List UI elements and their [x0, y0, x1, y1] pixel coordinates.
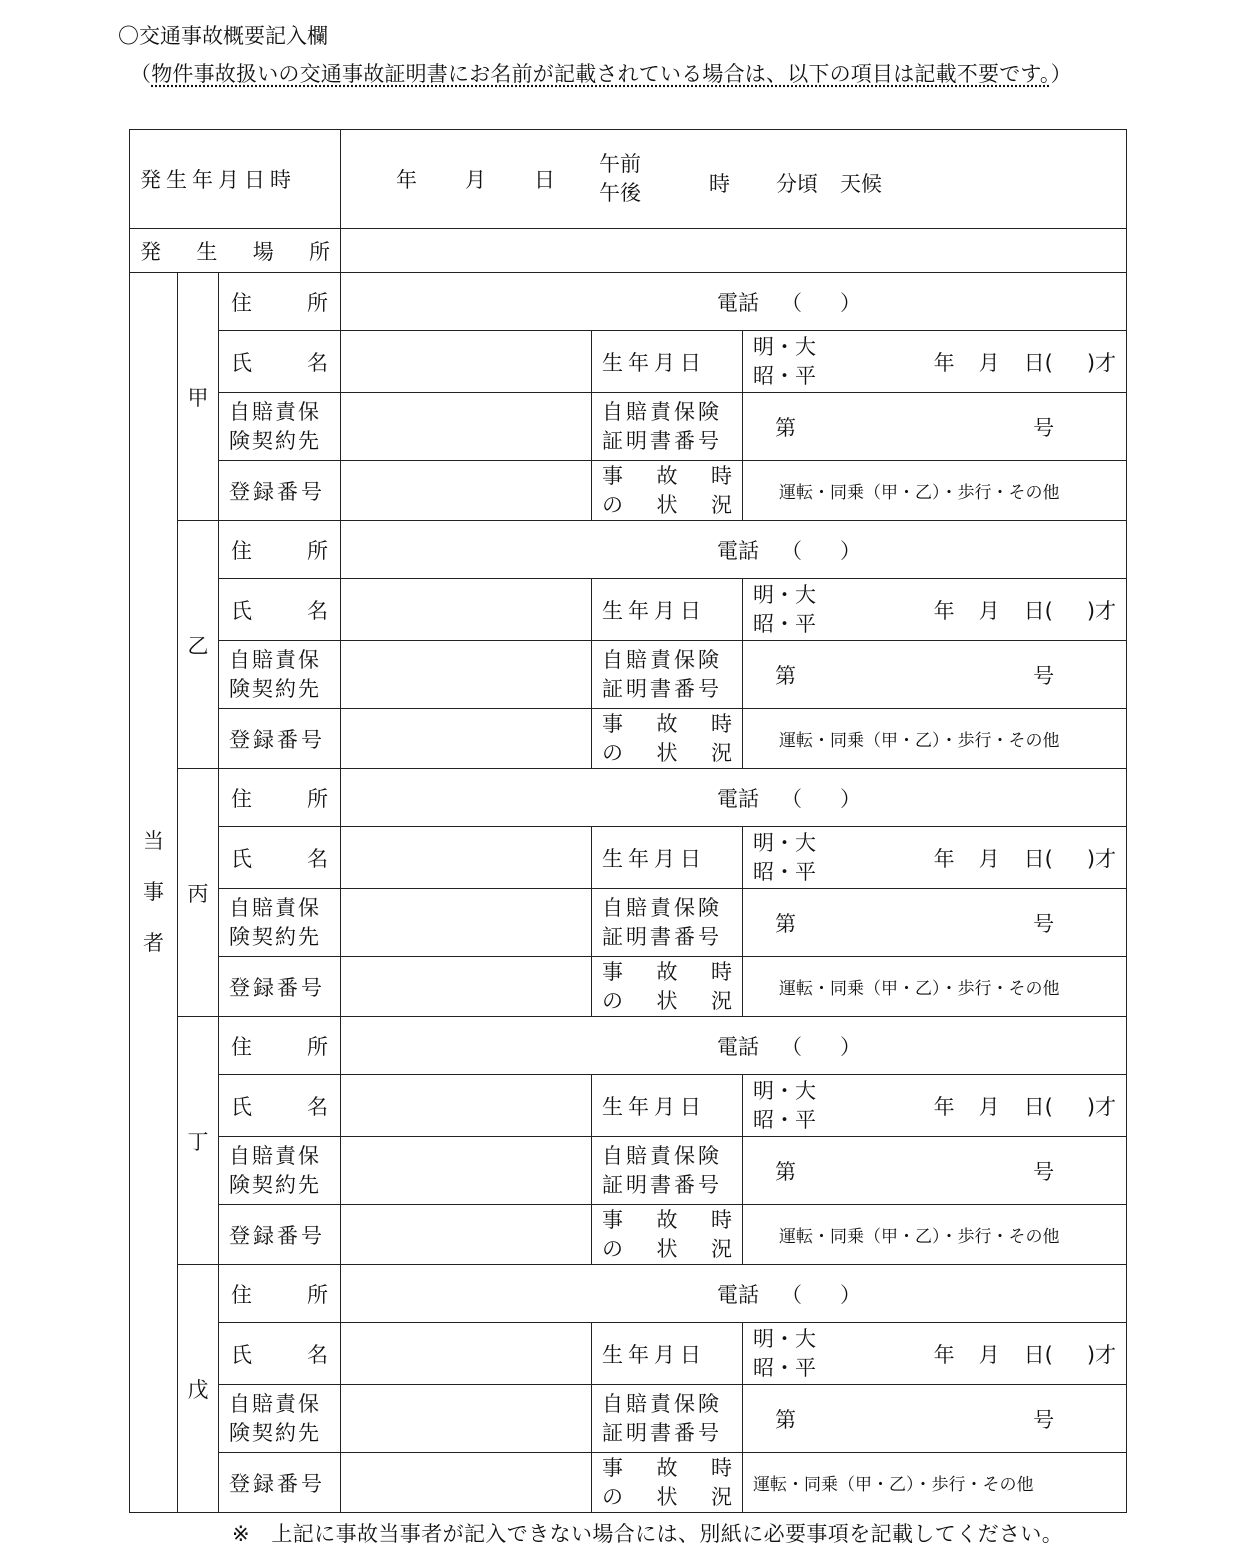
phone-open-paren: （: [781, 1282, 803, 1307]
era-line-2: 昭・平: [753, 1355, 817, 1380]
name-input[interactable]: [341, 1075, 592, 1137]
parties-label-char: 当: [143, 829, 164, 853]
situation-char: 故: [656, 711, 678, 736]
accident-summary-table: [129, 129, 1127, 1513]
age-suffix: )才: [1086, 598, 1117, 623]
situation-options[interactable]: 運転・同乗（甲・乙）・歩行・その他: [743, 461, 1127, 521]
cert-number-input[interactable]: [743, 889, 1127, 957]
address-label-char: 住: [231, 290, 252, 315]
birthdate-label: 生年月日: [602, 1342, 707, 1367]
name-label-cell: [219, 827, 341, 889]
cert-number-input[interactable]: [743, 393, 1127, 461]
insurer-label-line-1: 自賠責保: [229, 1143, 321, 1168]
am-label: 午前: [599, 152, 642, 176]
insurer-label-cell: [219, 889, 341, 957]
insurer-label-line-2: 険契約先: [229, 428, 321, 453]
reg-input[interactable]: [341, 957, 592, 1017]
party-3-insurance-row: [130, 1137, 1127, 1205]
era-line-2: 昭・平: [753, 611, 817, 636]
weather-label: 天候: [840, 172, 883, 196]
cert-label-line-2: 証明書番号: [602, 428, 723, 453]
age-suffix: )才: [1086, 1342, 1117, 1367]
reg-label-cell: [219, 1205, 341, 1265]
party-0-registration-row: [130, 461, 1127, 521]
party-label: 丙: [178, 769, 219, 1017]
party-0-insurance-row: [130, 393, 1127, 461]
situation-char: 状: [656, 1236, 678, 1261]
cert-label-line-1: 自賠責保険: [602, 1143, 723, 1168]
situation-label-cell: [592, 1205, 743, 1265]
phone-label: 電話: [717, 786, 760, 811]
name-label-cell: [219, 331, 341, 393]
cert-no-prefix: 第: [775, 1159, 797, 1184]
cert-no-prefix: 第: [775, 415, 797, 440]
party-2-registration-row: [130, 957, 1127, 1017]
reg-input[interactable]: [341, 1453, 592, 1513]
situation-char: の: [602, 1484, 624, 1509]
phone-label: 電話: [717, 1034, 760, 1059]
birthdate-label: 生年月日: [602, 350, 707, 375]
name-input[interactable]: [341, 579, 592, 641]
hour-unit: 時: [709, 172, 731, 196]
cert-no-suffix: 号: [1033, 1159, 1055, 1184]
form-subtitle: [130, 58, 1072, 88]
cert-label-cell: [592, 641, 743, 709]
address-label-char: 住: [231, 1282, 252, 1307]
situation-char: 故: [656, 463, 678, 488]
minute-unit: 分頃: [776, 172, 819, 196]
birthdate-label-cell: [592, 827, 743, 889]
insurer-label-line-2: 険契約先: [229, 1420, 321, 1445]
reg-label-cell: [219, 957, 341, 1017]
reg-label-cell: [219, 709, 341, 769]
situation-char: 況: [711, 740, 733, 765]
birthdate-input[interactable]: [743, 579, 1127, 641]
phone-close-paren: ）: [840, 1034, 862, 1059]
birth-year-unit: 年: [933, 1342, 955, 1367]
insurer-label-line-1: 自賠責保: [229, 647, 321, 672]
phone-label: 電話: [717, 1282, 760, 1307]
reg-label: 登録番号: [229, 727, 325, 752]
situation-char: 時: [711, 1207, 733, 1232]
cert-no-suffix: 号: [1033, 415, 1055, 440]
birth-day-unit: 日(: [1023, 1094, 1053, 1119]
birth-year-unit: 年: [933, 1094, 955, 1119]
party-2-insurance-row: [130, 889, 1127, 957]
party-3-registration-row: [130, 1205, 1127, 1265]
phone-close-paren: ）: [840, 538, 862, 563]
party-1-name-row: [130, 579, 1127, 641]
reg-label-cell: [219, 1453, 341, 1513]
datetime-label: 発生年月日時: [140, 168, 296, 192]
reg-label: 登録番号: [229, 975, 325, 1000]
situation-char: 況: [711, 1236, 733, 1261]
cert-label-line-1: 自賠責保険: [602, 895, 723, 920]
phone-open-paren: （: [781, 786, 803, 811]
address-input[interactable]: [341, 1265, 1127, 1323]
age-suffix: )才: [1086, 846, 1117, 871]
datetime-row: [130, 130, 1127, 229]
name-label-char: 氏: [231, 1094, 252, 1119]
name-input[interactable]: [341, 331, 592, 393]
cert-no-suffix: 号: [1033, 663, 1055, 688]
insurer-label-line-1: 自賠責保: [229, 399, 321, 424]
situation-char: 事: [602, 463, 624, 488]
era-line-1: 明・大: [753, 830, 817, 855]
address-input[interactable]: [341, 521, 1127, 579]
name-label-cell: [219, 1075, 341, 1137]
birthdate-label: 生年月日: [602, 1094, 707, 1119]
insurer-input[interactable]: [341, 889, 592, 957]
reg-input[interactable]: [341, 1205, 592, 1265]
party-4-name-row: [130, 1323, 1127, 1385]
birthdate-input[interactable]: [743, 827, 1127, 889]
reg-input[interactable]: [341, 709, 592, 769]
datetime-input-cell[interactable]: [341, 130, 1127, 229]
insurer-input[interactable]: [341, 1385, 592, 1453]
name-input[interactable]: [341, 1323, 592, 1385]
address-label-cell: [219, 521, 341, 579]
birthdate-label-cell: [592, 1323, 743, 1385]
birth-day-unit: 日(: [1023, 598, 1053, 623]
insurer-label-cell: [219, 641, 341, 709]
cert-number-input[interactable]: [743, 1137, 1127, 1205]
party-label: 丁: [178, 1017, 219, 1265]
name-input[interactable]: [341, 827, 592, 889]
name-label-char: 氏: [231, 598, 252, 623]
place-char: 発: [140, 239, 161, 264]
party-2-address-row: [130, 769, 1127, 827]
birth-month-unit: 月: [978, 1342, 1000, 1367]
address-label-cell: [219, 769, 341, 827]
year-unit: 年: [396, 168, 418, 192]
name-label-char: 氏: [231, 350, 252, 375]
birth-day-unit: 日(: [1023, 1342, 1053, 1367]
party-4-address-row: [130, 1265, 1127, 1323]
insurer-label-cell: [219, 1385, 341, 1453]
birth-month-unit: 月: [978, 598, 1000, 623]
birth-day-unit: 日(: [1023, 846, 1053, 871]
place-char: 生: [196, 239, 218, 264]
party-2-name-row: [130, 827, 1127, 889]
cert-label-line-2: 証明書番号: [602, 1172, 723, 1197]
situation-char: 時: [711, 1455, 733, 1480]
situation-char: 時: [711, 463, 733, 488]
situation-label-cell: [592, 957, 743, 1017]
place-char: 場: [252, 239, 274, 264]
cert-no-suffix: 号: [1033, 1407, 1055, 1432]
cert-label-cell: [592, 889, 743, 957]
party-label: 乙: [178, 521, 219, 769]
situation-char: 事: [602, 1455, 624, 1480]
insurer-label-line-2: 険契約先: [229, 924, 321, 949]
birthdate-label-cell: [592, 579, 743, 641]
subtitle-text: 物件事故扱いの交通事故証明書にお名前が記載されている場合は、以下の項目は記載不要です。: [151, 62, 1051, 86]
situation-char: の: [602, 1236, 624, 1261]
address-label-char: 住: [231, 538, 252, 563]
birthdate-input[interactable]: [743, 1075, 1127, 1137]
insurer-label-cell: [219, 1137, 341, 1205]
situation-label-cell: [592, 709, 743, 769]
footnote: ※ 上記に事故当事者が記入できない場合には、別紙に必要事項を記載してください。: [232, 1522, 1064, 1546]
address-label-char: 所: [307, 538, 329, 563]
party-0-name-row: [130, 331, 1127, 393]
reg-label: 登録番号: [229, 1471, 325, 1496]
situation-char: 状: [656, 1484, 678, 1509]
name-label-char: 名: [307, 846, 329, 871]
situation-char: 況: [711, 492, 733, 517]
phone-label: 電話: [717, 538, 760, 563]
situation-char: の: [602, 988, 624, 1013]
cert-label-line-2: 証明書番号: [602, 924, 723, 949]
insurer-label-line-1: 自賠責保: [229, 895, 321, 920]
party-4-insurance-row: [130, 1385, 1127, 1453]
situation-char: 状: [656, 740, 678, 765]
address-label-cell: [219, 1017, 341, 1075]
phone-close-paren: ）: [840, 786, 862, 811]
cert-label-line-2: 証明書番号: [602, 1420, 723, 1445]
situation-char: 時: [711, 959, 733, 984]
subtitle-open-paren: （: [130, 62, 152, 86]
cert-label-cell: [592, 1137, 743, 1205]
era-line-2: 昭・平: [753, 859, 817, 884]
place-char: 所: [309, 239, 331, 264]
birthdate-input[interactable]: [743, 331, 1127, 393]
cert-label-cell: [592, 393, 743, 461]
situation-label-cell: [592, 1453, 743, 1513]
address-label-char: 所: [307, 1034, 329, 1059]
age-suffix: )才: [1086, 1094, 1117, 1119]
birthdate-label: 生年月日: [602, 846, 707, 871]
party-0-address-row: [130, 273, 1127, 331]
address-label-char: 住: [231, 1034, 252, 1059]
situation-char: 故: [656, 1455, 678, 1480]
party-1-address-row: [130, 521, 1127, 579]
birthdate-input[interactable]: [743, 1323, 1127, 1385]
name-label-cell: [219, 579, 341, 641]
situation-char: 故: [656, 1207, 678, 1232]
birthdate-label-cell: [592, 1075, 743, 1137]
pm-label: 午後: [599, 181, 642, 205]
situation-options[interactable]: 運転・同乗（甲・乙）・歩行・その他: [743, 709, 1127, 769]
cert-label-cell: [592, 1385, 743, 1453]
birth-year-unit: 年: [933, 598, 955, 623]
place-label-cell: [130, 229, 341, 273]
situation-char: の: [602, 492, 624, 517]
parties-label-cell: [130, 273, 178, 1513]
name-label-char: 氏: [231, 1342, 252, 1367]
birth-year-unit: 年: [933, 350, 955, 375]
month-unit: 月: [465, 168, 487, 192]
situation-char: 況: [711, 988, 733, 1013]
situation-options[interactable]: 運転・同乗（甲・乙）・歩行・その他: [743, 1453, 1127, 1513]
insurer-input[interactable]: [341, 1137, 592, 1205]
am-pm[interactable]: [599, 150, 641, 208]
phone-open-paren: （: [781, 538, 803, 563]
cert-label-line-2: 証明書番号: [602, 676, 723, 701]
address-label-char: 住: [231, 786, 252, 811]
name-label-char: 名: [307, 1094, 329, 1119]
address-label-cell: [219, 1265, 341, 1323]
address-input[interactable]: [341, 1017, 1127, 1075]
cert-no-suffix: 号: [1033, 911, 1055, 936]
address-label-char: 所: [307, 1282, 329, 1307]
birthdate-label-cell: [592, 331, 743, 393]
situation-char: 状: [656, 492, 678, 517]
reg-label: 登録番号: [229, 479, 325, 504]
address-label-cell: [219, 273, 341, 331]
cert-label-line-1: 自賠責保険: [602, 647, 723, 672]
situation-char: 事: [602, 711, 624, 736]
insurer-label-cell: [219, 393, 341, 461]
situation-label-cell: [592, 461, 743, 521]
phone-label: 電話: [717, 290, 760, 315]
situation-char: 状: [656, 988, 678, 1013]
reg-input[interactable]: [341, 461, 592, 521]
situation-char: の: [602, 740, 624, 765]
birth-day-unit: 日(: [1023, 350, 1053, 375]
era-line-1: 明・大: [753, 334, 817, 359]
party-3-name-row: [130, 1075, 1127, 1137]
party-label: 戊: [178, 1265, 219, 1513]
era-line-1: 明・大: [753, 1078, 817, 1103]
age-suffix: )才: [1086, 350, 1117, 375]
address-label-char: 所: [307, 290, 329, 315]
party-1-registration-row: [130, 709, 1127, 769]
cert-number-input[interactable]: [743, 1385, 1127, 1453]
birth-month-unit: 月: [978, 846, 1000, 871]
form-title: 〇交通事故概要記入欄: [118, 24, 328, 48]
name-label-char: 名: [307, 350, 329, 375]
place-row: [130, 229, 1127, 273]
situation-char: 事: [602, 959, 624, 984]
datetime-label-cell: [130, 130, 341, 229]
situation-options[interactable]: 運転・同乗（甲・乙）・歩行・その他: [743, 957, 1127, 1017]
name-label-char: 名: [307, 1342, 329, 1367]
address-label-char: 所: [307, 786, 329, 811]
insurer-label-line-2: 険契約先: [229, 676, 321, 701]
cert-number-input[interactable]: [743, 641, 1127, 709]
name-label-char: 氏: [231, 846, 252, 871]
cert-no-prefix: 第: [775, 663, 797, 688]
subtitle-close-paren: ）: [1050, 62, 1072, 86]
birth-month-unit: 月: [978, 350, 1000, 375]
insurer-label-line-2: 険契約先: [229, 1172, 321, 1197]
reg-label-cell: [219, 461, 341, 521]
insurer-input[interactable]: [341, 641, 592, 709]
party-1-insurance-row: [130, 641, 1127, 709]
reg-label: 登録番号: [229, 1223, 325, 1248]
place-input[interactable]: [341, 229, 1127, 273]
phone-close-paren: ）: [840, 1282, 862, 1307]
situation-char: 故: [656, 959, 678, 984]
phone-close-paren: ）: [840, 290, 862, 315]
party-4-registration-row: [130, 1453, 1127, 1513]
name-label-char: 名: [307, 598, 329, 623]
insurer-input[interactable]: [341, 393, 592, 461]
situation-char: 況: [711, 1484, 733, 1509]
party-label: 甲: [178, 273, 219, 521]
era-line-1: 明・大: [753, 1326, 817, 1351]
era-line-2: 昭・平: [753, 1107, 817, 1132]
name-label-cell: [219, 1323, 341, 1385]
era-line-2: 昭・平: [753, 363, 817, 388]
phone-open-paren: （: [781, 1034, 803, 1059]
parties-label-char: 事: [143, 880, 164, 904]
parties-label-char: 者: [143, 931, 164, 955]
situation-options[interactable]: 運転・同乗（甲・乙）・歩行・その他: [743, 1205, 1127, 1265]
era-line-1: 明・大: [753, 582, 817, 607]
birth-year-unit: 年: [933, 846, 955, 871]
birthdate-label: 生年月日: [602, 598, 707, 623]
birth-month-unit: 月: [978, 1094, 1000, 1119]
situation-char: 事: [602, 1207, 624, 1232]
cert-no-prefix: 第: [775, 911, 797, 936]
insurer-label-line-1: 自賠責保: [229, 1391, 321, 1416]
address-input[interactable]: [341, 273, 1127, 331]
cert-label-line-1: 自賠責保険: [602, 399, 723, 424]
cert-label-line-1: 自賠責保険: [602, 1391, 723, 1416]
day-unit: 日: [534, 168, 556, 192]
address-input[interactable]: [341, 769, 1127, 827]
party-3-address-row: [130, 1017, 1127, 1075]
phone-open-paren: （: [781, 290, 803, 315]
cert-no-prefix: 第: [775, 1407, 797, 1432]
situation-char: 時: [711, 711, 733, 736]
